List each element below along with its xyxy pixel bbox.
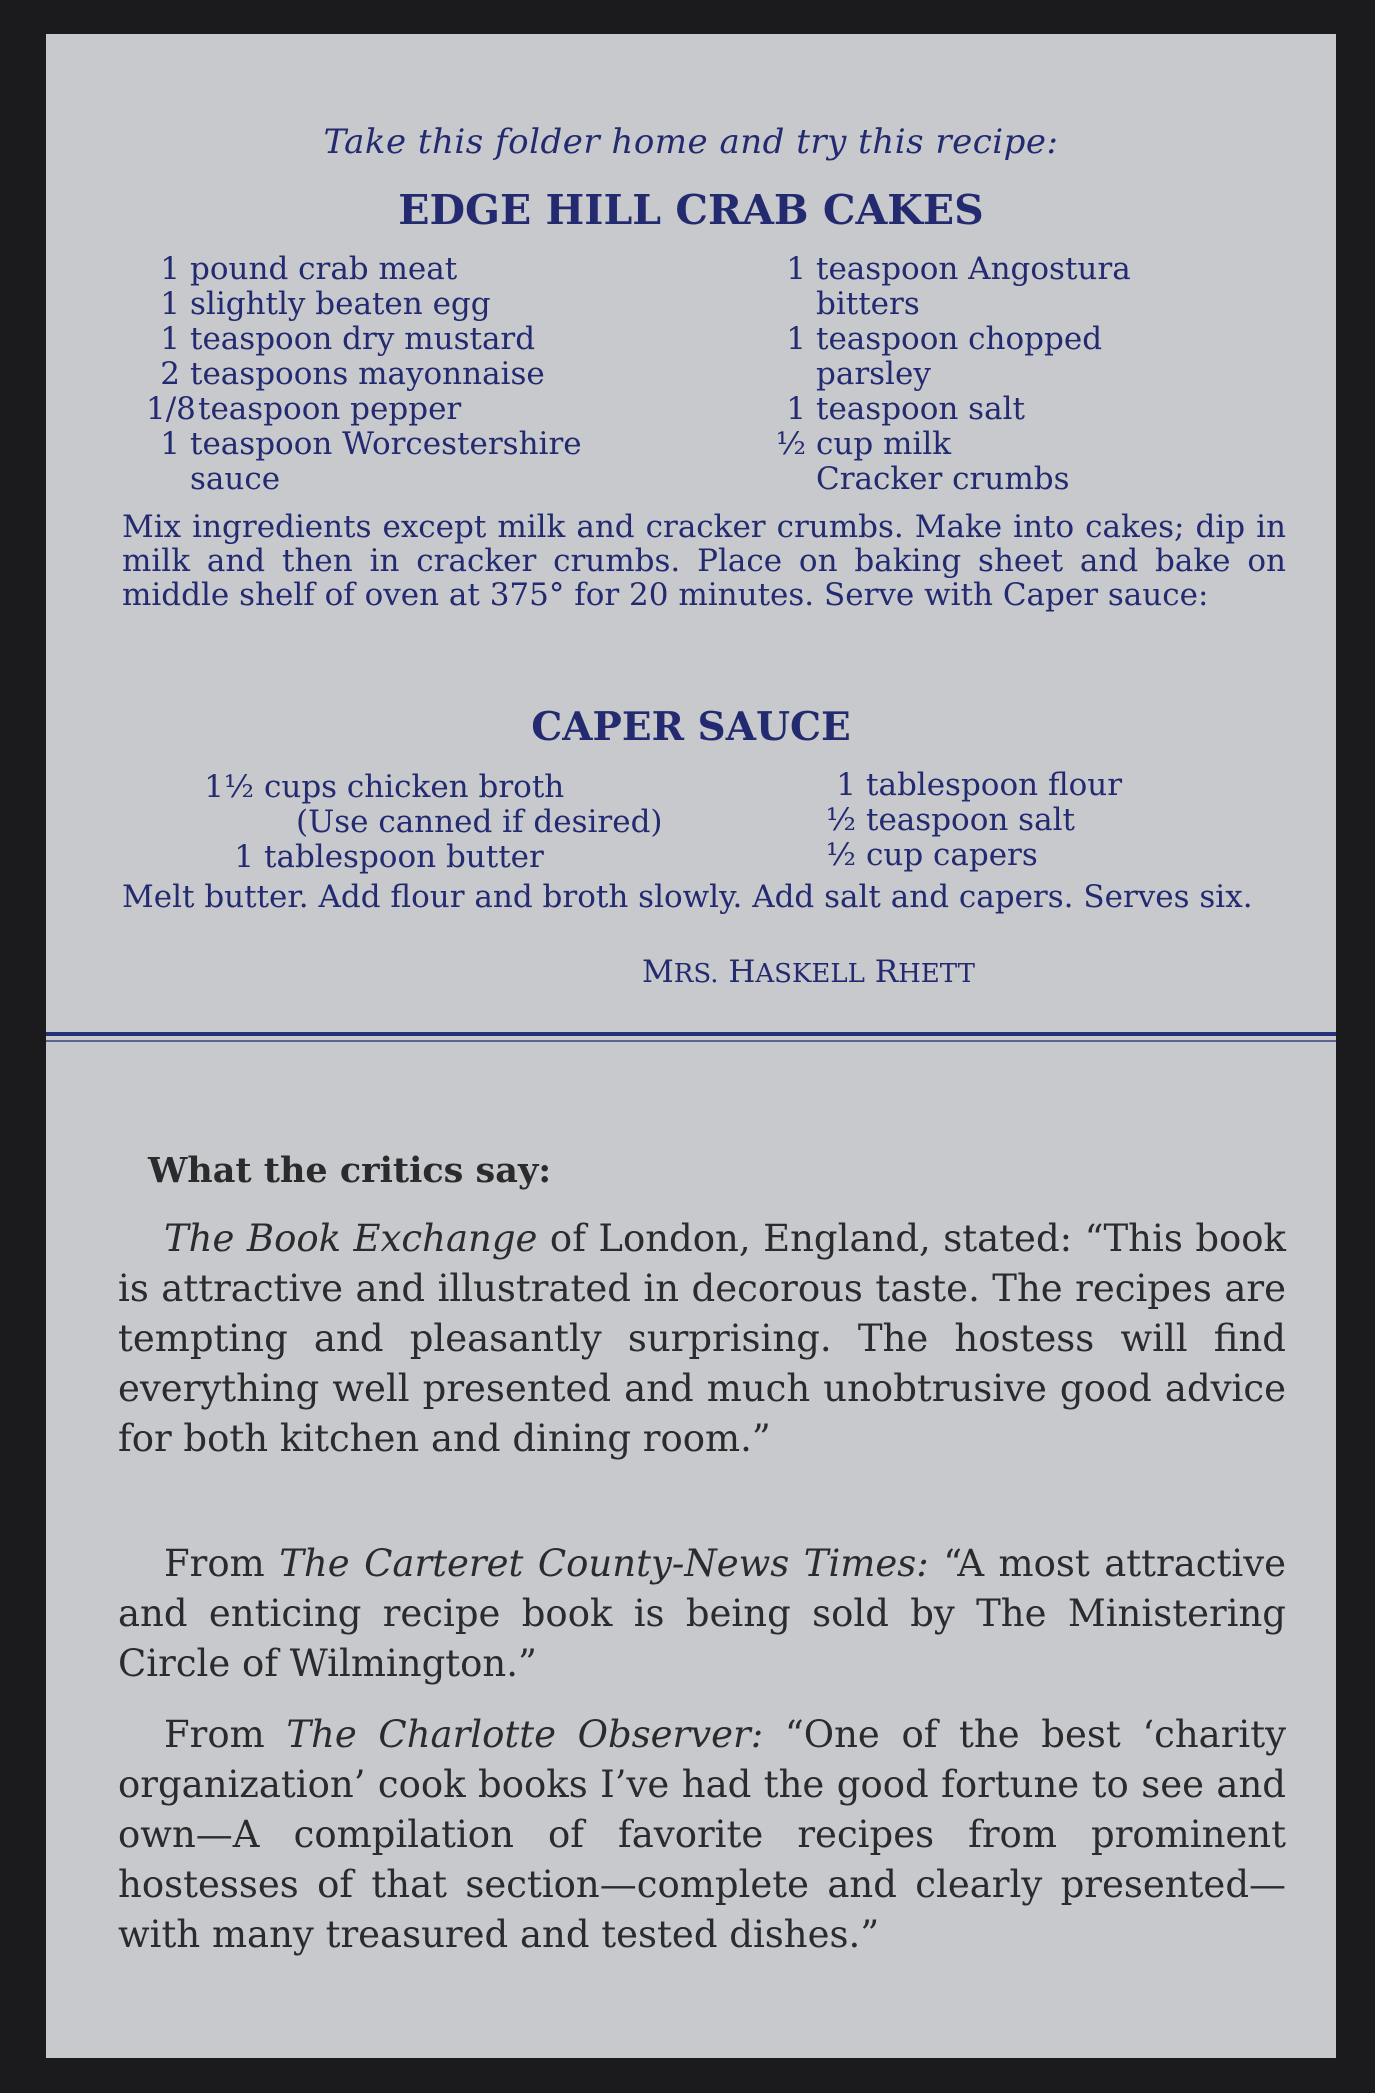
ingredient-line: 1½ cups chicken broth bbox=[204, 769, 565, 805]
ingredient-line: Cracker crumbs bbox=[816, 461, 1070, 497]
critic-quote-charlotte: From The Charlotte Observer: “One of the best ‘charity organization’ cook books I’ve had the good fortune to see and own—A compilation of favorite recipes from prominent hostesses of that section—complete and clearly presented—with many treasured and tested dishes.” bbox=[118, 1713, 1286, 1956]
crab-ingredients-right bbox=[766, 252, 1131, 497]
sauce-ingredients-left bbox=[194, 770, 663, 875]
ingredient-line: 1 slightly beaten egg bbox=[160, 286, 491, 322]
quote-source: The Book Exchange bbox=[164, 1217, 538, 1260]
ingredient-line: 1 teaspoon Angostura bbox=[786, 251, 1131, 287]
quote-source: The Carteret County-News Times: bbox=[279, 1542, 929, 1585]
critic-quote-carteret: From The Carteret County-News Times: “A most attractive and enticing recipe book is being sold by The Ministering Circle of Wilmington.” bbox=[118, 1542, 1287, 1685]
ingredient-line: 1 teaspoon Worcestershire bbox=[160, 426, 582, 462]
critic-quote-book-exchange: The Book Exchange of London, England, stated: “This book is attractive and illustrated in decorous taste. The recipes are tempting and pleasantly surprising. The hostess will find everything well presented and much unobtrusive good advice for both kitchen and dining room.” bbox=[118, 1217, 1286, 1460]
recipe-directions: Mix ingredients except milk and cracker crumbs. Make into cakes; dip in milk and then in cracker crumbs. Place on baking sheet and bake on middle shelf of oven at 375° for 20 minutes. Serve with Caper sauce: bbox=[122, 509, 1286, 613]
ingredient-line: sauce bbox=[190, 461, 281, 497]
ingredient-line: 1 tablespoon flour bbox=[836, 767, 1123, 803]
ingredient-line: ½ teaspoon salt bbox=[825, 802, 1075, 838]
ingredient-line: 1 teaspoon dry mustard bbox=[160, 321, 536, 357]
critics-heading: What the critics say: bbox=[148, 1150, 552, 1191]
sauce-directions: Melt butter. Add flour and broth slowly. Add salt and capers. Serves six. bbox=[122, 879, 1253, 915]
ingredient-line: 1 tablespoon butter bbox=[234, 839, 544, 875]
recipe-author: MRS. HASKELL RHETT bbox=[642, 954, 975, 990]
ingredient-line: 1 teaspoon chopped bbox=[786, 321, 1103, 357]
ingredient-line: 2 teaspoons mayonnaise bbox=[160, 356, 545, 392]
ingredient-line: parsley bbox=[816, 356, 931, 392]
ingredient-line: 1/8 teaspoon pepper bbox=[146, 391, 462, 427]
ingredient-line: ½ cup capers bbox=[825, 837, 1038, 873]
recipe-title: EDGE HILL CRAB CAKES bbox=[398, 186, 984, 234]
sauce-ingredients-right bbox=[816, 768, 1122, 873]
ingredient-line: (Use canned if desired) bbox=[296, 804, 663, 840]
ingredient-line: 1 teaspoon salt bbox=[786, 391, 1025, 427]
ingredient-line: bitters bbox=[816, 286, 920, 322]
recipe-intro: Take this folder home and try this recipe: bbox=[323, 122, 1059, 162]
quote-source: The Charlotte Observer: bbox=[286, 1713, 764, 1756]
ingredient-line: ½ cup milk bbox=[775, 426, 952, 462]
fold-rule-shadow bbox=[46, 1040, 1336, 1042]
ingredient-line: 1 pound crab meat bbox=[160, 251, 458, 287]
fold-rule bbox=[46, 1032, 1336, 1036]
sauce-title: CAPER SAUCE bbox=[531, 704, 851, 750]
crab-ingredients-left bbox=[140, 252, 582, 497]
folder-sheet bbox=[46, 34, 1336, 2058]
